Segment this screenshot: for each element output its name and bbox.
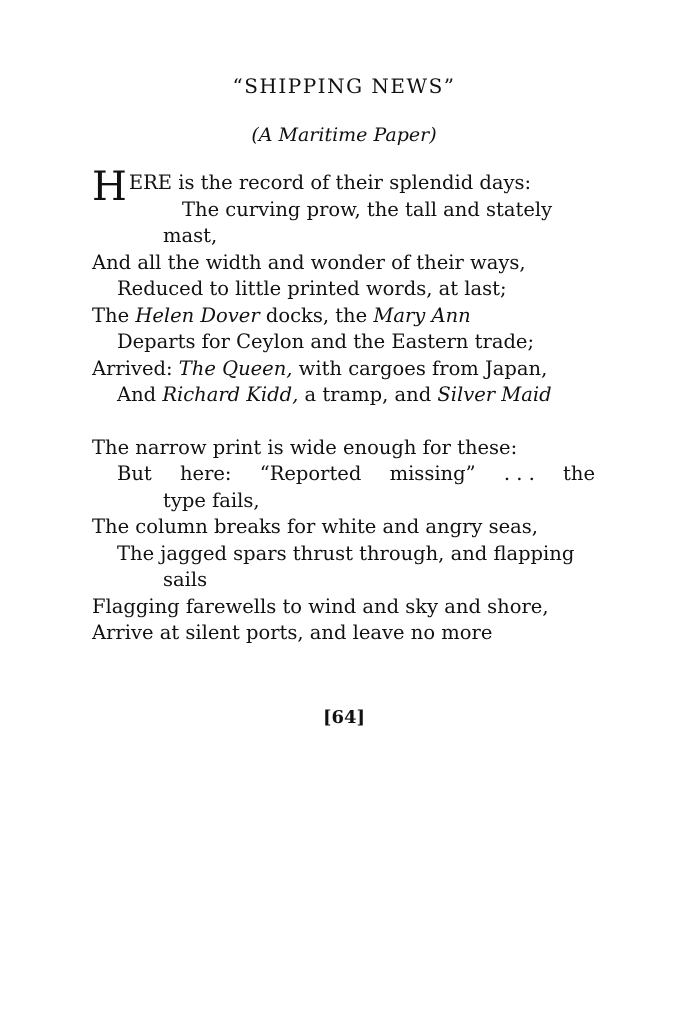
word: “Reported xyxy=(259,462,362,485)
word: But xyxy=(117,462,152,485)
drop-cap: H xyxy=(92,164,127,210)
poem-body xyxy=(92,164,612,647)
ship-name: Richard Kidd, xyxy=(162,383,299,406)
poem-line xyxy=(92,356,612,383)
ship-name: Helen Dover xyxy=(135,303,260,327)
line-text: with cargoes from Japan, xyxy=(292,356,548,380)
poem-line: The narrow print is wide enough for these: xyxy=(92,435,518,459)
ellipsis: . . . xyxy=(503,462,535,485)
poem-line: The jagged spars thrust through, and flapping xyxy=(117,541,575,565)
poem-line xyxy=(92,461,612,488)
poem-line-continuation: sails xyxy=(163,568,208,591)
poem-line: Flagging farewells to wind and sky and shore, xyxy=(92,594,549,618)
poem-line: The curving prow, the tall and stately xyxy=(182,197,553,221)
poem-line xyxy=(92,382,612,409)
poem-line: And all the width and wonder of their ways, xyxy=(92,250,526,274)
poem-line-continuation: type fails, xyxy=(163,488,260,512)
ship-name: Silver Maid xyxy=(437,383,552,406)
line-text: The xyxy=(92,303,136,327)
stanza-break xyxy=(92,409,612,435)
poem-subtitle: (A Maritime Paper) xyxy=(251,124,437,146)
line-text: Arrived: xyxy=(92,356,179,380)
line-text: ERE is the record of their splendid days: xyxy=(128,171,532,194)
page-number: [64] xyxy=(322,707,366,728)
word: here: xyxy=(179,462,232,485)
poem-line: Reduced to little printed words, at last; xyxy=(117,277,507,300)
poem-title: “SHIPPING NEWS” xyxy=(232,74,456,98)
line-text: docks, the xyxy=(259,303,374,327)
poem-line-continuation: mast, xyxy=(163,224,218,247)
word: missing” xyxy=(389,462,476,485)
poem-line xyxy=(92,303,612,330)
ship-name: Mary Ann xyxy=(373,303,471,327)
line-text: And xyxy=(117,383,163,406)
poem-line: The column breaks for white and angry seas, xyxy=(92,515,538,538)
word: the xyxy=(563,462,595,485)
line-text: a tramp, and xyxy=(298,383,438,406)
poem-line: Departs for Ceylon and the Eastern trade; xyxy=(117,330,535,353)
poem-line: Arrive at silent ports, and leave no more xyxy=(92,621,493,644)
ship-name: The Queen, xyxy=(178,356,293,380)
justified-line xyxy=(117,461,595,488)
